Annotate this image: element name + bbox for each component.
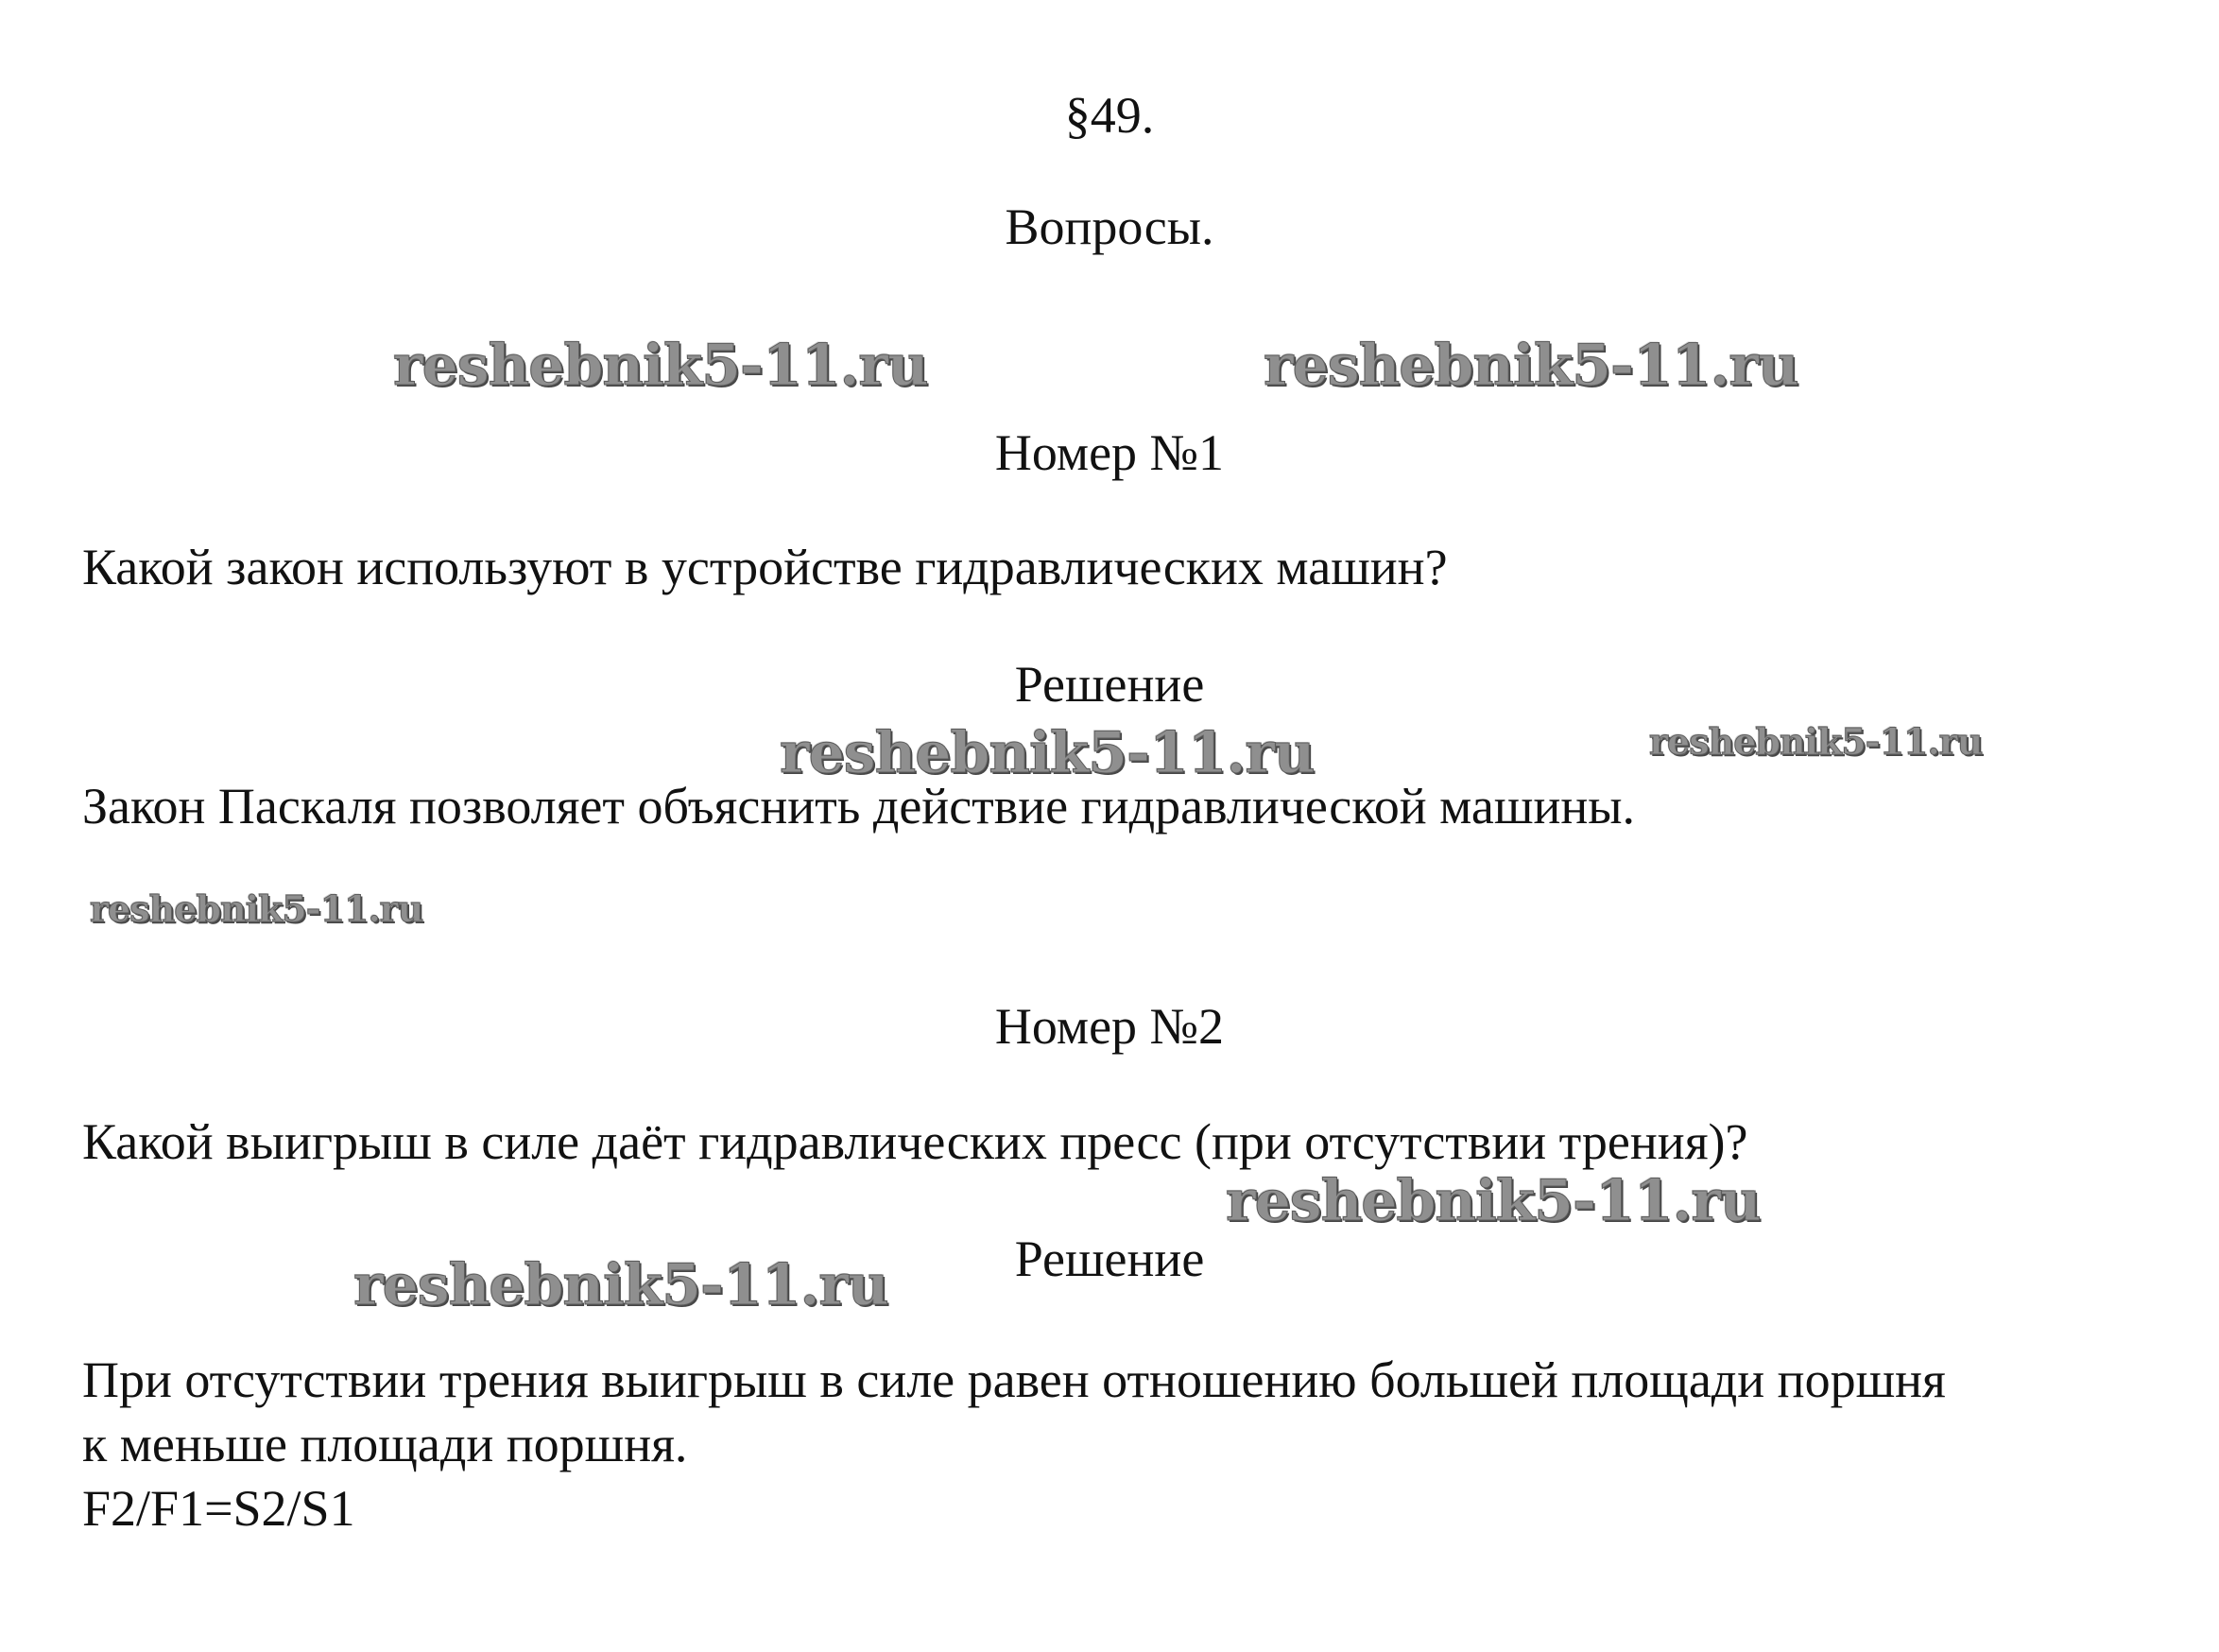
question-2-text: Какой выигрыш в силе даёт гидравлических пресс (при отсутствии трения)? <box>82 1113 1748 1170</box>
watermark: reshebnik5-11.ru <box>1226 1168 1761 1234</box>
watermark: reshebnik5-11.ru <box>90 887 423 930</box>
question-1-solution-label: Решение <box>1014 656 1205 713</box>
question-2-answer-line-2: к меньше площади поршня. <box>82 1416 688 1472</box>
section-number: §49. <box>1064 87 1155 144</box>
question-1-text: Какой закон используют в устройстве гидравлических машин? <box>82 539 1448 595</box>
question-2-number: Номер №2 <box>994 998 1225 1055</box>
page-heading: Вопросы. <box>1005 198 1214 255</box>
watermark: reshebnik5-11.ru <box>1264 333 1798 399</box>
question-1-answer: Закон Паскаля позволяет объяснить действие гидравлической машины. <box>82 778 1636 835</box>
question-2-solution-label: Решение <box>1014 1230 1205 1287</box>
question-2-formula: F2/F1=S2/S1 <box>82 1480 355 1537</box>
watermark: reshebnik5-11.ru <box>353 1252 888 1318</box>
question-1-number: Номер №1 <box>994 424 1225 481</box>
question-2-answer-line-1: При отсутствии трения выигрыш в силе равен отношению большей площади поршня <box>82 1351 1946 1408</box>
watermark: reshebnik5-11.ru <box>780 720 1315 786</box>
watermark: reshebnik5-11.ru <box>393 333 928 399</box>
watermark: reshebnik5-11.ru <box>1649 720 1983 763</box>
